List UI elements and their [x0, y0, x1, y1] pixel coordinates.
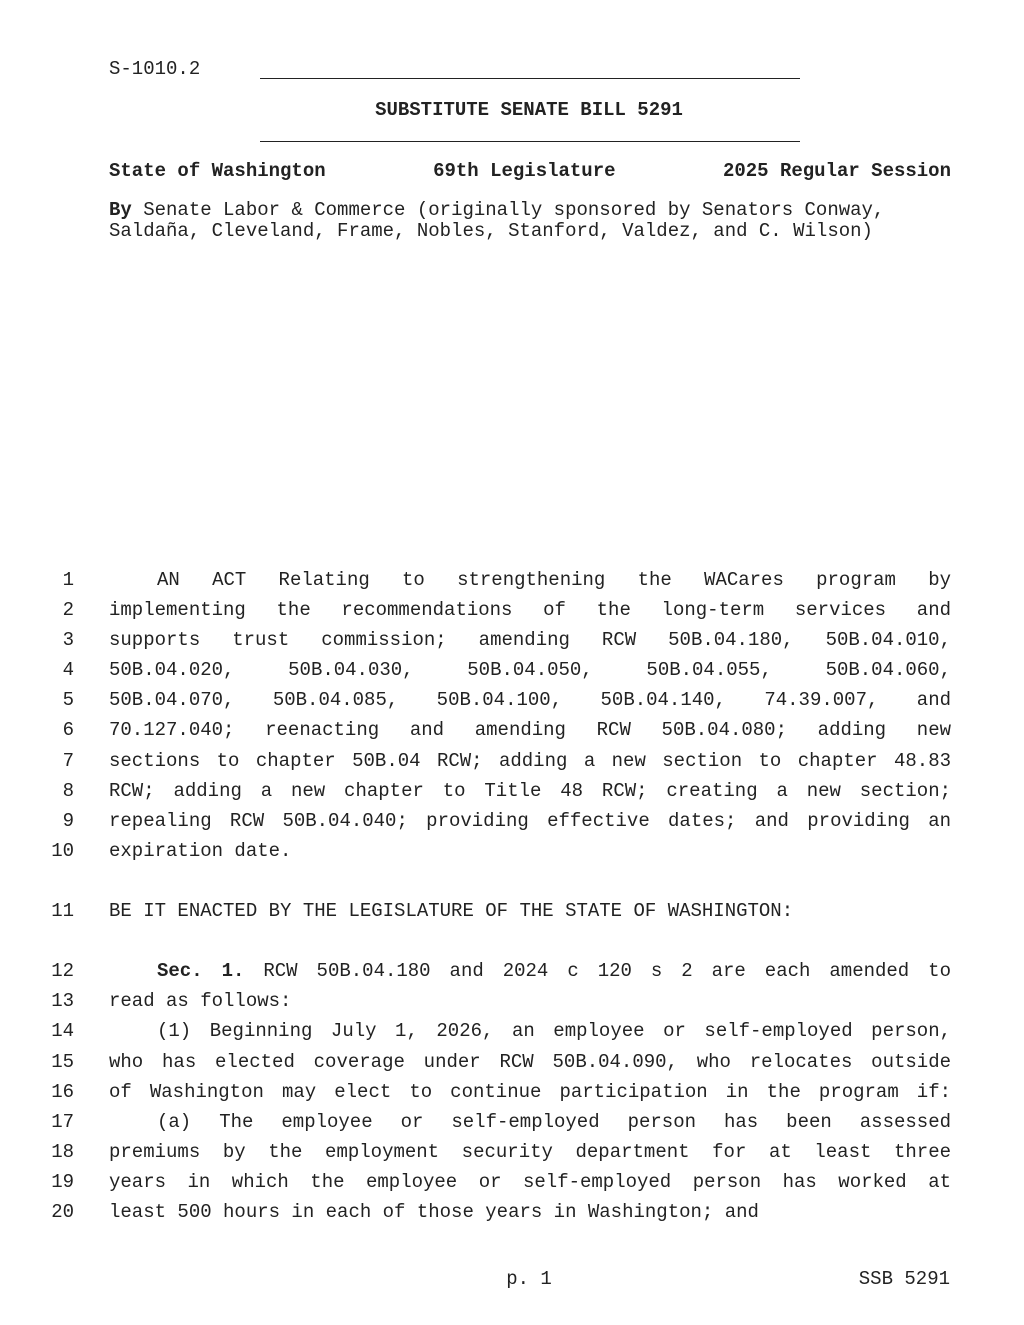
sponsor-line-2: Saldaña, Cleveland, Frame, Nobles, Stanford, Valdez, and C. Wilson)	[109, 220, 873, 242]
line-number: 14	[51, 1020, 74, 1043]
bill-text	[0, 565, 1024, 1227]
footer-bill-id: SSB 5291	[858, 1268, 950, 1290]
line-text: who has elected coverage under RCW 50B.04.090, who relocates outside	[109, 1050, 951, 1073]
bill-title: SUBSTITUTE SENATE BILL 5291	[375, 99, 683, 121]
sponsor-by-label: By	[109, 199, 132, 221]
line-text: expiration date.	[109, 839, 292, 862]
line-text: years in which the employee or self-employed person has worked at	[109, 1170, 951, 1193]
bill-line	[0, 685, 1024, 715]
section-heading: Sec. 1.	[157, 960, 245, 983]
bill-line	[0, 1137, 1024, 1167]
bill-line	[0, 1077, 1024, 1107]
bill-line	[0, 1047, 1024, 1077]
line-text: (1) Beginning July 1, 2026, an employee or self-employed person,	[157, 1020, 951, 1043]
bill-line	[0, 1197, 1024, 1227]
enacting-clause: BE IT ENACTED BY THE LEGISLATURE OF THE STATE OF WASHINGTON:	[109, 900, 794, 923]
line-number: 2	[62, 599, 74, 622]
line-text: 70.127.040; reenacting and amending RCW 50B.04.080; adding new	[109, 719, 951, 742]
bill-line	[0, 746, 1024, 776]
line-number: 9	[62, 809, 74, 832]
bill-line	[0, 715, 1024, 745]
state-name: State of Washington	[109, 160, 326, 182]
bill-line	[0, 655, 1024, 685]
session-header	[109, 160, 951, 182]
line-number: 20	[51, 1200, 74, 1223]
line-text: least 500 hours in each of those years in Washington; and	[109, 1200, 759, 1223]
line-number: 10	[51, 839, 74, 862]
section-heading-text: RCW 50B.04.180 and 2024 c 120 s 2 are each amended to	[263, 960, 951, 983]
session-name: 2025 Regular Session	[722, 160, 951, 182]
bill-line	[0, 565, 1024, 595]
line-number: 5	[62, 689, 74, 712]
line-number: 11	[51, 900, 74, 923]
bill-line	[0, 836, 1024, 866]
page-number: p. 1	[506, 1268, 552, 1290]
line-number: 4	[62, 659, 74, 682]
bill-line	[0, 776, 1024, 806]
line-number: 6	[62, 719, 74, 742]
sponsor-line-1: Senate Labor & Commerce (originally sponsored by Senators Conway,	[131, 199, 885, 221]
bill-line	[0, 986, 1024, 1016]
line-number: 15	[51, 1050, 74, 1073]
bill-line	[0, 1167, 1024, 1197]
line-text: implementing the recommendations of the long-term services and	[109, 599, 951, 622]
line-number: 17	[51, 1110, 74, 1133]
bill-line	[0, 896, 1024, 926]
legislature-number: 69th Legislature	[433, 160, 616, 182]
bill-line	[0, 806, 1024, 836]
line-text: 50B.04.020, 50B.04.030, 50B.04.050, 50B.04.055, 50B.04.060,	[109, 659, 951, 682]
line-number: 12	[51, 960, 74, 983]
draft-id: S-1010.2	[109, 58, 201, 80]
line-number: 8	[62, 779, 74, 802]
line-text	[109, 956, 951, 986]
line-number: 19	[51, 1170, 74, 1193]
line-number: 16	[51, 1080, 74, 1103]
line-text: premiums by the employment security department for at least three	[109, 1140, 951, 1163]
line-number: 1	[62, 569, 74, 591]
bill-line	[0, 956, 1024, 986]
bill-line	[0, 1016, 1024, 1046]
line-text: read as follows:	[109, 990, 292, 1013]
line-text: AN ACT Relating to strengthening the WACares program by	[157, 569, 951, 591]
bill-line	[0, 625, 1024, 655]
title-rule-bottom	[260, 141, 800, 142]
line-number: 13	[51, 990, 74, 1013]
bill-line	[0, 595, 1024, 625]
line-number: 18	[51, 1140, 74, 1163]
line-number: 3	[62, 629, 74, 652]
line-text: supports trust commission; amending RCW 50B.04.180, 50B.04.010,	[109, 629, 951, 652]
line-text: of Washington may elect to continue participation in the program if:	[109, 1080, 951, 1103]
title-rule-top	[260, 78, 800, 79]
sponsor-block	[109, 200, 951, 242]
line-text: sections to chapter 50B.04 RCW; adding a new section to chapter 48.83	[109, 749, 951, 772]
line-text: RCW; adding a new chapter to Title 48 RCW; creating a new section;	[109, 779, 951, 802]
line-text: (a) The employee or self-employed person has been assessed	[157, 1110, 951, 1133]
bill-line	[0, 1107, 1024, 1137]
line-number: 7	[62, 749, 74, 772]
line-text: repealing RCW 50B.04.040; providing effective dates; and providing an	[109, 809, 951, 832]
line-text: 50B.04.070, 50B.04.085, 50B.04.100, 50B.04.140, 74.39.007, and	[109, 689, 951, 712]
